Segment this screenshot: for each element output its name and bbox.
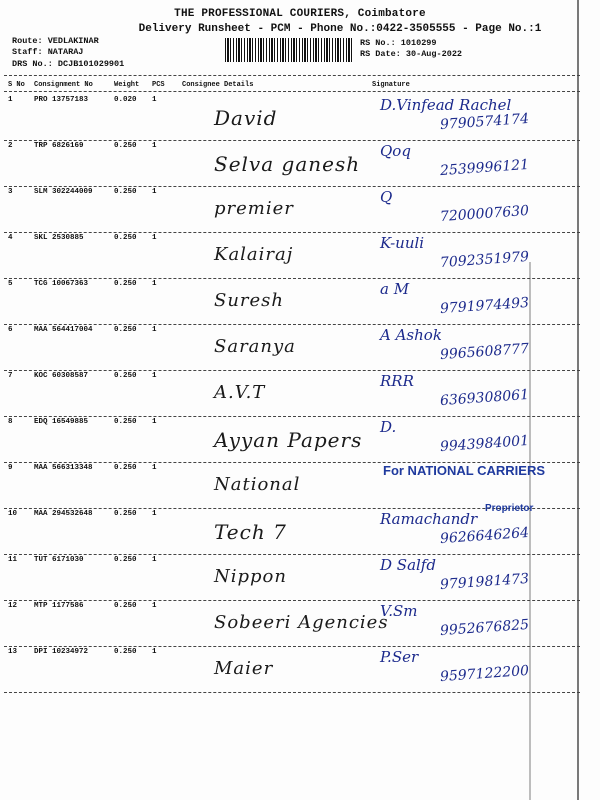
row-divider xyxy=(4,600,580,601)
document-subtitle: Delivery Runsheet - PCM - Phone No.:0422-3505555 - Page No.:1 xyxy=(138,23,542,35)
table-row xyxy=(0,510,590,556)
pcs-value: 1 xyxy=(152,234,157,242)
pcs-value: 1 xyxy=(152,510,157,518)
pcs-value: 1 xyxy=(152,96,157,104)
col-sno: S No xyxy=(8,81,25,89)
row-sno: 4 xyxy=(8,234,13,242)
pcs-value: 1 xyxy=(152,602,157,610)
consignee-name: Suresh xyxy=(214,290,285,311)
consignment-number: DPI 10234972 xyxy=(34,648,89,656)
consignment-number: MTP 1177586 xyxy=(34,602,84,610)
signature-phone: 9791974493 xyxy=(439,294,530,318)
consignee-name: Tech 7 xyxy=(214,520,287,544)
pcs-value: 1 xyxy=(152,326,157,334)
row-sno: 8 xyxy=(8,418,13,426)
weight-value: 0.250 xyxy=(114,188,137,196)
row-sno: 3 xyxy=(8,188,13,196)
pcs-value: 1 xyxy=(152,418,157,426)
table-row xyxy=(0,96,590,142)
row-divider xyxy=(4,232,580,233)
table-row xyxy=(0,234,590,280)
row-divider xyxy=(4,646,580,647)
signature-phone: 7092351979 xyxy=(439,248,530,272)
consignment-number: MAA 566313348 xyxy=(34,464,93,472)
consignee-name: Ayyan Papers xyxy=(214,428,363,452)
signature-phone: 9965608777 xyxy=(439,340,530,364)
consignment-number: SKL 2530885 xyxy=(34,234,84,242)
barcode xyxy=(225,38,353,62)
consignee-name: Sobeeri Agencies xyxy=(214,612,389,633)
consignee-name: David xyxy=(214,106,278,130)
consignment-number: TUT 6171030 xyxy=(34,556,84,564)
weight-value: 0.250 xyxy=(114,464,137,472)
signature-mark: P.Ser xyxy=(380,648,419,666)
stamp-proprietor: Proprietor xyxy=(485,503,534,514)
signature-mark: Ramachandr xyxy=(380,510,478,528)
row-sno: 7 xyxy=(8,372,13,380)
table-row xyxy=(0,326,590,372)
row-sno: 2 xyxy=(8,142,13,150)
signature-mark: Q xyxy=(380,188,393,206)
table-row xyxy=(0,372,590,418)
signature-phone: 9943984001 xyxy=(439,432,530,456)
signature-phone: 9597122200 xyxy=(439,662,530,686)
route-label: Route: VEDLAKINAR xyxy=(12,36,99,46)
signature-mark: A Ashok xyxy=(380,326,442,344)
signature-phone: 9791981473 xyxy=(439,570,530,594)
row-divider xyxy=(4,324,580,325)
weight-value: 0.020 xyxy=(114,96,137,104)
col-weight: Weight xyxy=(114,81,140,89)
document-title: THE PROFESSIONAL COURIERS, Coimbatore xyxy=(174,8,426,20)
weight-value: 0.250 xyxy=(114,602,137,610)
weight-value: 0.250 xyxy=(114,372,137,380)
consignment-number: PRO 13757183 xyxy=(34,96,89,104)
pcs-value: 1 xyxy=(152,464,157,472)
consignment-number: TCG 10067363 xyxy=(34,280,89,288)
signature-mark: D.Vinfead Rachel xyxy=(380,96,512,114)
signature-mark: D. xyxy=(380,418,397,436)
consignee-name: Maier xyxy=(214,658,274,679)
signature-mark: D Salfd xyxy=(380,556,436,574)
row-sno: 11 xyxy=(8,556,18,564)
signature-phone: 2539996121 xyxy=(439,156,530,180)
table-row xyxy=(0,556,590,602)
row-sno: 12 xyxy=(8,602,18,610)
pcs-value: 1 xyxy=(152,556,157,564)
row-sno: 9 xyxy=(8,464,13,472)
consignee-name: A.V.T xyxy=(214,382,266,403)
weight-value: 0.250 xyxy=(114,142,137,150)
table-row xyxy=(0,602,590,648)
row-divider xyxy=(4,416,580,417)
row-divider xyxy=(4,140,580,141)
consignee-name: Selva ganesh xyxy=(214,152,361,176)
pcs-value: 1 xyxy=(152,372,157,380)
table-row xyxy=(0,418,590,464)
signature-mark: V.Sm xyxy=(380,602,418,620)
consignment-number: MAA 294532648 xyxy=(34,510,93,518)
header-rule xyxy=(4,75,580,76)
row-sno: 1 xyxy=(8,96,13,104)
drs-number: DRS No.: DCJB101029901 xyxy=(12,59,125,69)
column-header-rule xyxy=(4,91,580,92)
consignee-name: Saranya xyxy=(214,336,296,357)
weight-value: 0.250 xyxy=(114,510,137,518)
signature-mark: a M xyxy=(380,280,410,298)
rs-date: RS Date: 30-Aug-2022 xyxy=(360,49,463,59)
col-consignee-details: Consignee Details xyxy=(182,81,254,89)
table-row xyxy=(0,188,590,234)
col-consignment: Consignment No xyxy=(34,81,93,89)
row-sno: 13 xyxy=(8,648,18,656)
row-divider xyxy=(4,278,580,279)
consignment-number: TRP 6826169 xyxy=(34,142,84,150)
consignee-name: premier xyxy=(214,198,294,219)
signature-phone: 9790574174 xyxy=(439,110,530,134)
consignment-number: KOC 60308587 xyxy=(34,372,89,380)
table-row xyxy=(0,648,590,694)
consignee-name: Nippon xyxy=(214,566,287,587)
col-pcs: PCS xyxy=(152,81,165,89)
table-row xyxy=(0,280,590,326)
consignee-name: National xyxy=(214,474,301,495)
signature-phone: 9626646264 xyxy=(439,524,530,548)
weight-value: 0.250 xyxy=(114,234,137,242)
weight-value: 0.250 xyxy=(114,556,137,564)
company-stamp: For NATIONAL CARRIERS xyxy=(383,463,546,478)
signature-phone: 7200007630 xyxy=(439,202,530,226)
row-divider xyxy=(4,370,580,371)
row-sno: 6 xyxy=(8,326,13,334)
table-row xyxy=(0,142,590,188)
consignment-number: MAA 564417004 xyxy=(34,326,93,334)
col-signature: Signature xyxy=(372,81,410,89)
rs-number: RS No.: 1010299 xyxy=(360,38,437,48)
pcs-value: 1 xyxy=(152,280,157,288)
pcs-value: 1 xyxy=(152,142,157,150)
weight-value: 0.250 xyxy=(114,418,137,426)
weight-value: 0.250 xyxy=(114,648,137,656)
consignment-number: EDQ 16549885 xyxy=(34,418,89,426)
consignment-number: SLM 302244009 xyxy=(34,188,93,196)
consignee-name: Kalairaj xyxy=(214,244,294,265)
row-divider xyxy=(4,554,580,555)
signature-mark: RRR xyxy=(380,372,414,390)
staff-label: Staff: NATARAJ xyxy=(12,47,84,57)
row-sno: 5 xyxy=(8,280,13,288)
signature-mark: Qoq xyxy=(380,142,411,160)
signature-phone: 9952676825 xyxy=(439,616,530,640)
row-divider xyxy=(4,692,580,693)
signature-phone: 6369308061 xyxy=(439,386,530,410)
row-sno: 10 xyxy=(8,510,18,518)
pcs-value: 1 xyxy=(152,188,157,196)
pcs-value: 1 xyxy=(152,648,157,656)
row-divider xyxy=(4,186,580,187)
weight-value: 0.250 xyxy=(114,326,137,334)
signature-mark: K-uuli xyxy=(380,234,425,252)
weight-value: 0.250 xyxy=(114,280,137,288)
